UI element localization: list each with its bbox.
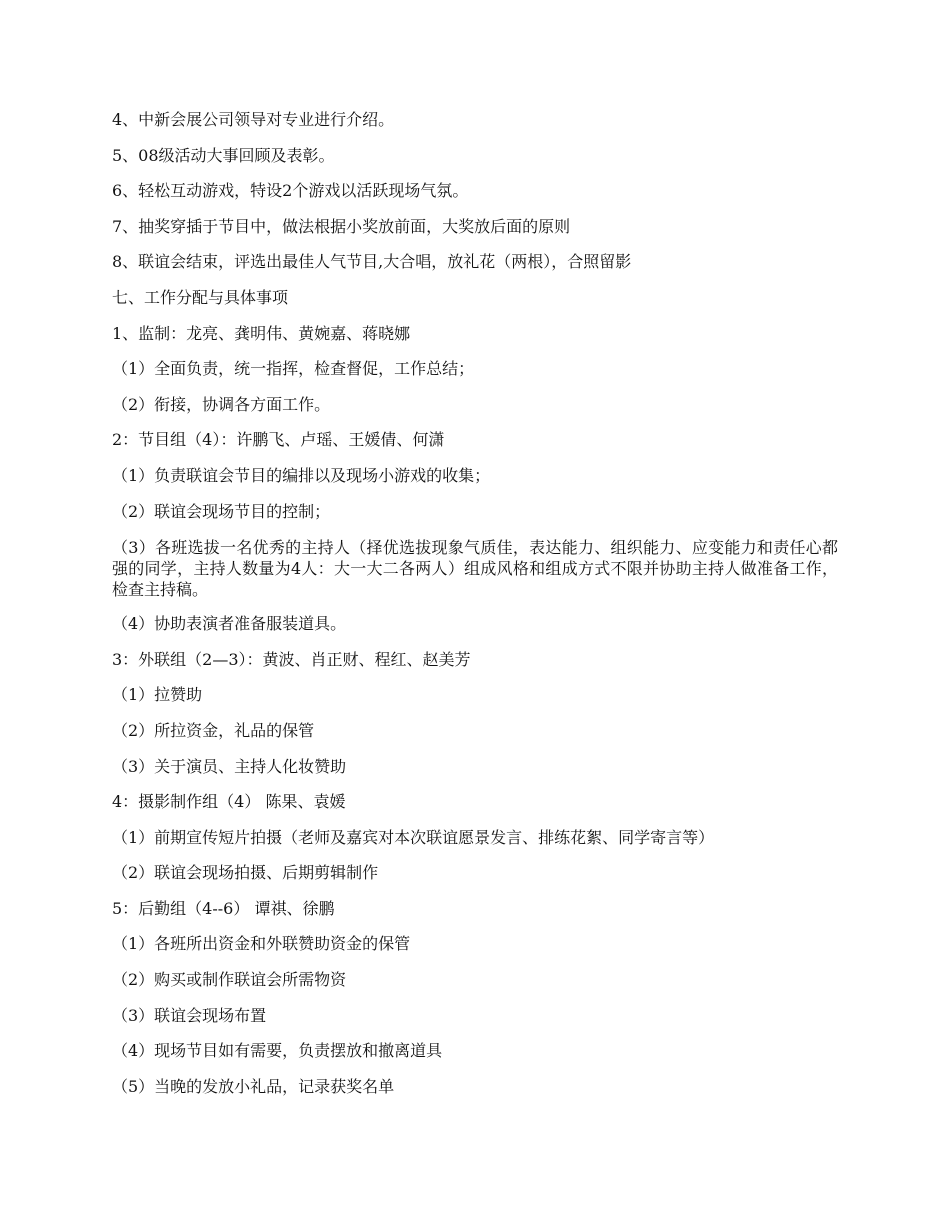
list-item: （2）联谊会现场拍摄、后期剪辑制作 — [112, 863, 379, 883]
program-item-7: 7、抽奖穿插于节目中，做法根据小奖放前面，大奖放后面的原则 — [112, 216, 571, 236]
list-item: （3）联谊会现场布置 — [112, 1005, 267, 1025]
list-item: （1）拉赞助 — [112, 685, 203, 705]
list-item-multiline: （3）各班选拔一名优秀的主持人（择优选拔现象气质佳，表达能力、组织能力、应变能力和责任心都强的同学，主持人数量为4人：大一大二各两人）组成风格和组成方式不限并协助主持人做准备工作，检查主持稿。 — [112, 538, 838, 600]
program-item-8: 8、联谊会结束，评选出最佳人气节目,大合唱，放礼花（两根），合照留影 — [112, 252, 632, 272]
list-item: （2）所拉资金，礼品的保管 — [112, 720, 315, 740]
program-item-5: 5、08级活动大事回顾及表彰。 — [112, 145, 335, 165]
list-item: （1）负责联谊会节目的编排以及现场小游戏的收集； — [112, 465, 491, 485]
program-item-4: 4、中新会展公司领导对专业进行介绍。 — [112, 110, 395, 129]
document-body — [112, 110, 838, 1112]
list-item: （1）前期宣传短片拍摄（老师及嘉宾对本次联谊愿景发言、排练花絮、同学寄言等） — [112, 827, 715, 847]
group-heading-supervision: 1、监制：龙亮、龚明伟、黄婉嘉、蒋晓娜 — [112, 323, 411, 343]
program-item-6: 6、轻松互动游戏，特设2个游戏以活跃现场气氛。 — [112, 181, 469, 201]
list-item: （2）购买或制作联谊会所需物资 — [112, 970, 347, 990]
section-heading: 七、工作分配与具体事项 — [112, 287, 289, 307]
group-heading-photography: 4：摄影制作组（4） 陈果、袁媛 — [112, 792, 346, 812]
list-item: （1）全面负责，统一指挥，检查督促，工作总结； — [112, 359, 475, 379]
group-heading-program: 2：节目组（4）：许鹏飞、卢瑶、王媛倩、何潇 — [112, 430, 445, 450]
list-item: （4）现场节目如有需要，负责摆放和撤离道具 — [112, 1041, 443, 1061]
list-item: （1）各班所出资金和外联赞助资金的保管 — [112, 934, 411, 954]
list-item: （4）协助表演者准备服装道具。 — [112, 614, 347, 634]
list-item: （2）联谊会现场节目的控制； — [112, 501, 331, 521]
group-heading-outreach: 3：外联组（2—3）：黄波、肖正财、程红、赵美芳 — [112, 649, 471, 669]
list-item: （2）衔接，协调各方面工作。 — [112, 394, 331, 414]
list-item: （5）当晚的发放小礼品，记录获奖名单 — [112, 1076, 395, 1096]
list-item: （3）关于演员、主持人化妆赞助 — [112, 756, 347, 776]
group-heading-logistics: 5：后勤组（4--6） 谭祺、徐鹏 — [112, 898, 335, 918]
